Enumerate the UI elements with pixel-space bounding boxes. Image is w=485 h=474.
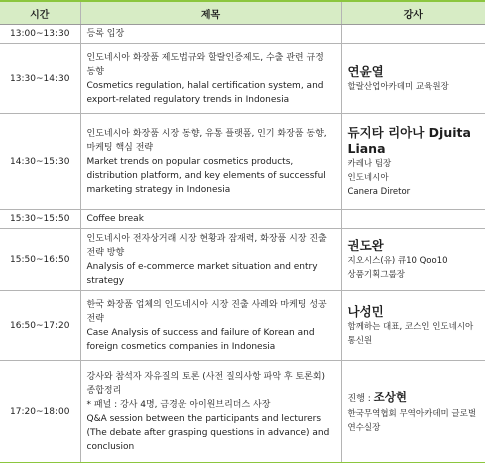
title-ko: 인도네시아 전자상거래 시장 현황과 잠재력, 화장품 시장 진출 전략 방향 [86, 233, 327, 258]
title-ko: 한국 화장품 업체의 인도네시아 시장 진출 사례와 마케팅 성공 전략 [86, 299, 327, 324]
speaker-cell [341, 210, 485, 229]
moderator-line [348, 389, 480, 407]
title-cell [80, 229, 341, 291]
speaker-name: 권도완 [347, 237, 384, 253]
time-cell: 17:20~18:00 [0, 361, 80, 463]
time-cell: 15:50~16:50 [0, 229, 80, 291]
speaker-name: 조상현 [373, 389, 407, 404]
title-note: * 패널 : 강사 4명, 금경운 아이원브리더스 사장 [86, 399, 271, 410]
title-ko: Coffee break [86, 214, 144, 224]
header-title: 제목 [80, 1, 341, 25]
time-cell: 15:30~15:50 [0, 210, 80, 229]
table-row [0, 114, 485, 210]
speaker-cell [341, 25, 485, 44]
speaker-name: 연윤열 [347, 63, 384, 79]
time-cell: 14:30~15:30 [0, 114, 80, 210]
header-speaker: 강사 [341, 1, 485, 25]
time-cell: 16:50~17:20 [0, 291, 80, 361]
title-cell [80, 361, 341, 463]
title-en: Case Analysis of success and failure of Korean and foreign cosmetics companies in Indonesia [86, 327, 315, 352]
title-cell [80, 291, 341, 361]
speaker-name: 듀지타 리아나 Djuita Liana [347, 124, 471, 156]
speaker-role: 한국무역협회 무역아카데미 글로벌연수실장 [347, 408, 477, 433]
title-ko: 인도네시아 화장품 시장 동향, 유통 플랫폼, 인기 화장품 동향, 마케팅 핵심 전략 [86, 128, 327, 153]
speaker-cell [341, 114, 485, 210]
title-en: Analysis of e-commerce market situation and entry strategy [86, 261, 318, 286]
table-row [0, 361, 485, 463]
speaker-cell [341, 291, 485, 361]
table-row [0, 25, 485, 44]
title-cell [80, 25, 341, 44]
time-cell: 13:00~13:30 [0, 25, 80, 44]
speaker-role: Canera Diretor [347, 186, 411, 197]
time-cell: 13:30~14:30 [0, 44, 80, 114]
speaker-role: 상품기획그룹장 [347, 269, 405, 280]
title-cell [80, 114, 341, 210]
title-ko: 인도네시아 화장품 제도법규와 할랄인증제도, 수출 관련 규정 동향 [86, 52, 324, 77]
speaker-cell [341, 44, 485, 114]
title-en: Cosmetics regulation, halal certification system, and export-related regulatory trends in Indonesia [86, 80, 324, 105]
title-ko: 강사와 참석자 자유질의 토론 (사전 질의사항 파악 후 토론회) 종합정리 [86, 371, 326, 396]
speaker-role: 할랄산업아카데미 교육원장 [347, 81, 449, 92]
speaker-role: 카레나 팀장 [347, 158, 392, 169]
title-ko: 등록 입장 [86, 29, 125, 39]
title-en: Q&A session between the participants and lecturers (The debate after grasping questions in advance) and conclusion [86, 413, 330, 452]
speaker-name: 나성민 [347, 303, 384, 319]
speaker-role: 함께하는 대표, 코스인 인도네시아 통신원 [347, 321, 474, 346]
speaker-role: 인도네시아 [347, 172, 389, 183]
title-cell [80, 44, 341, 114]
speaker-cell [341, 361, 485, 463]
title-cell [80, 210, 341, 229]
table-row [0, 229, 485, 291]
table-row [0, 44, 485, 114]
header-row [0, 1, 485, 25]
speaker-role: 지오시스(유) 큐10 Qoo10 [347, 255, 448, 266]
table-row [0, 291, 485, 361]
header-time: 시간 [0, 1, 80, 25]
moderator-prefix: 진행 : [347, 393, 374, 404]
title-en: Market trends on popular cosmetics products, distribution platform, and key elements of successful marketing strategy in Indonesia [86, 156, 326, 195]
table-row [0, 210, 485, 229]
speaker-cell [341, 229, 485, 291]
